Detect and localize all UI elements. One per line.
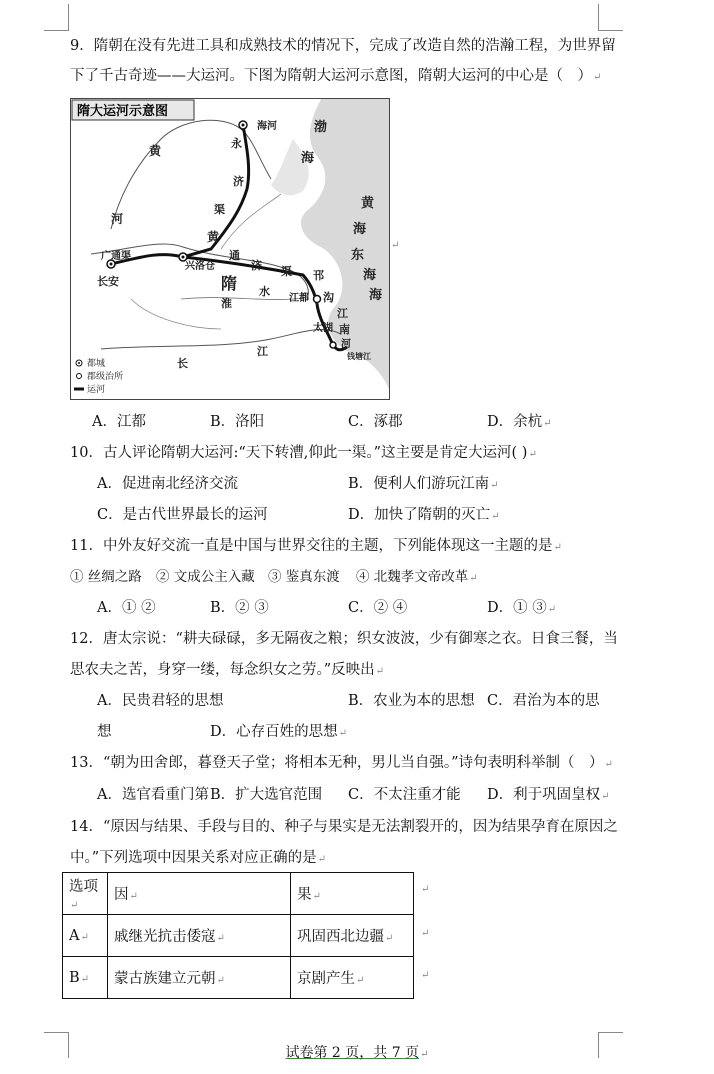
map-label-xingluo: 兴洛仓	[185, 261, 215, 272]
map-label-changjiang-2: 江	[257, 345, 268, 358]
q10-option-a: A．促进南北经济交流	[97, 476, 238, 492]
q12-option-c: C．君治为本的思	[487, 693, 600, 709]
q11-item-1: ① 丝绸之路	[70, 569, 142, 585]
q9-option-c: C．涿郡	[348, 414, 403, 430]
q9-line2: 下了千古奇迹——大运河。下图为隋朝大运河示意图，隋朝大运河的中心是（ ）↵	[70, 68, 602, 84]
q11-option-c: C．② ④	[348, 600, 408, 616]
map-label-jiangdu: 江都	[289, 293, 309, 304]
map-label-huanghai-2: 海	[353, 222, 367, 237]
q11-option-b: B．② ③	[210, 600, 269, 616]
map-label-donghai-1: 东	[351, 248, 365, 263]
crop-mark-top-left	[68, 4, 69, 30]
map-label-qiantang: 钱塘江	[347, 352, 371, 361]
map-label-jiangnan-3: 河	[341, 339, 351, 350]
table-header-row	[63, 873, 414, 915]
map-label-haihe: 海河	[257, 121, 277, 132]
map-label-changan: 长安	[97, 275, 119, 288]
table-row	[63, 957, 414, 999]
q13-option-d: D．利于巩固皇权↵	[487, 787, 610, 803]
crop-mark-bottom-left-h	[44, 1032, 69, 1033]
map-legend-prefecture: 郡级治所	[87, 372, 124, 382]
q12-option-b: B．农业为本的思想	[348, 693, 475, 709]
q14-line1: 14．“原因与结果、手段与目的、种子与果实是无法割裂开的，因为结果孕育在原因之	[70, 819, 618, 835]
crop-mark-bottom-right-h	[598, 1032, 623, 1033]
table-cell: B↵	[63, 957, 108, 999]
q12-line1: 12．唐太宗说：“耕夫碌碌，多无隔夜之粮；织女波波，少有御寒之衣。日食三餐，当	[70, 631, 618, 647]
map-label-donghai-2: 海	[363, 268, 377, 283]
q12-option-c-cont: 想	[97, 724, 112, 740]
page-footer: 试卷第 2 页，共 7 页↵	[285, 1045, 429, 1061]
crop-mark-top-right	[598, 4, 599, 30]
map-label-bohai-2: 海	[301, 151, 315, 166]
q11-item-2: ② 文成公主入藏	[156, 569, 255, 585]
map-label-sui: 隋	[221, 274, 238, 293]
map-label-tongji-4: 黄	[207, 230, 220, 244]
table-header-cell: 选项↵	[63, 873, 108, 915]
map-label-huanghai-1: 黄	[361, 196, 375, 211]
q10-option-b: B．便利人们游玩江南↵	[348, 476, 499, 492]
table-cell: 蒙古族建立元朝↵	[108, 957, 291, 999]
map-label-shui: 水	[259, 285, 270, 298]
q11-option-d: D．① ③↵	[487, 600, 557, 616]
map-legend-canal: 运河	[87, 385, 106, 395]
map-title: 隋大运河示意图	[77, 104, 169, 119]
map-label-huanghe-1: 黄	[149, 144, 162, 158]
table-header-cell: 因↵	[108, 873, 291, 915]
q12-option-d: D．心存百姓的思想↵	[210, 724, 348, 740]
map-label-jiangnan-1: 江	[337, 307, 348, 320]
q14-line2: 中。”下列选项中因果关系对应正确的是↵	[70, 850, 327, 866]
q10-option-d: D．加快了隋朝的灭亡↵	[348, 507, 500, 523]
q11-option-a: A．① ②	[97, 600, 156, 616]
q11-stem: 11．中外友好交流一直是中国与世界交往的主题，下列能体现这一主题的是↵	[70, 538, 562, 554]
map-label-tongji-1: 通	[229, 249, 240, 262]
grand-canal-map	[70, 98, 390, 400]
map-label-yongji-3: 渠	[214, 203, 225, 216]
table-cell: A↵	[63, 915, 108, 957]
map-label-changjiang-1: 长	[177, 357, 188, 370]
table-cell: 戚继光抗击倭寇↵	[108, 915, 291, 957]
q13-option-a: A．选官看重门第	[97, 787, 209, 803]
table-header-cell: 果↵	[291, 873, 414, 915]
q11-item-4: ④ 北魏孝文帝改革↵	[356, 569, 478, 585]
q11-item-3: ③ 鉴真东渡	[268, 569, 340, 585]
map-label-hangou-1: 邗	[313, 269, 324, 282]
q13-option-c: C．不太注重才能	[348, 787, 461, 803]
map-label-hangou-2: 沟	[323, 291, 334, 304]
map-label-taihu: 太湖	[313, 323, 333, 334]
map-label-guangtong: 广通渠	[101, 251, 131, 262]
map-label-huanghe-2: 河	[111, 212, 124, 226]
map-label-bohai-1: 渤	[314, 120, 328, 135]
table-cell: 巩固西北边疆↵	[291, 915, 414, 957]
crop-mark-top-right-h	[598, 30, 623, 31]
q10-stem: 10．古人评论隋朝大运河:“天下转漕,仰此一渠。”这主要是肯定大运河( )↵	[70, 445, 537, 461]
table-row	[63, 915, 414, 957]
q10-option-c: C．是古代世界最长的运河	[97, 507, 268, 523]
map-label-yongji-2: 济	[233, 175, 244, 188]
q9-option-b: B．洛阳	[210, 414, 265, 430]
q9-option-a: A．江都	[92, 414, 146, 430]
map-label-donghai-3: 海	[369, 288, 383, 303]
q14-table	[62, 872, 414, 999]
q9-line1: 9．隋朝在没有先进工具和成熟技术的情况下，完成了改造自然的浩瀚工程，为世界留	[70, 38, 616, 54]
map-label-jiangnan-2: 南	[339, 323, 350, 336]
map-legend-capital: 都城	[87, 359, 106, 369]
q13-option-b: B．扩大选官范围	[210, 787, 323, 803]
map-label-tongji-2: 济	[251, 259, 262, 272]
crop-mark-top-left-h	[44, 30, 69, 31]
q9-option-d: D．余杭↵	[487, 414, 552, 430]
q13-stem: 13．“朝为田舍郎，暮登天子堂；将相本无种，男儿当自强。”诗句表明科举制（ ）↵	[70, 755, 613, 771]
q12-option-a: A．民贵君轻的思想	[97, 693, 224, 709]
map-label-tongji-3: 渠	[281, 265, 292, 278]
table-cell: 京剧产生↵	[291, 957, 414, 999]
map-label-huai: 淮	[221, 297, 232, 310]
q12-line2: 思农夫之苦，身穿一缕，每念织女之劳。”反映出↵	[70, 662, 385, 678]
map-label-yongji-1: 永	[231, 137, 242, 150]
